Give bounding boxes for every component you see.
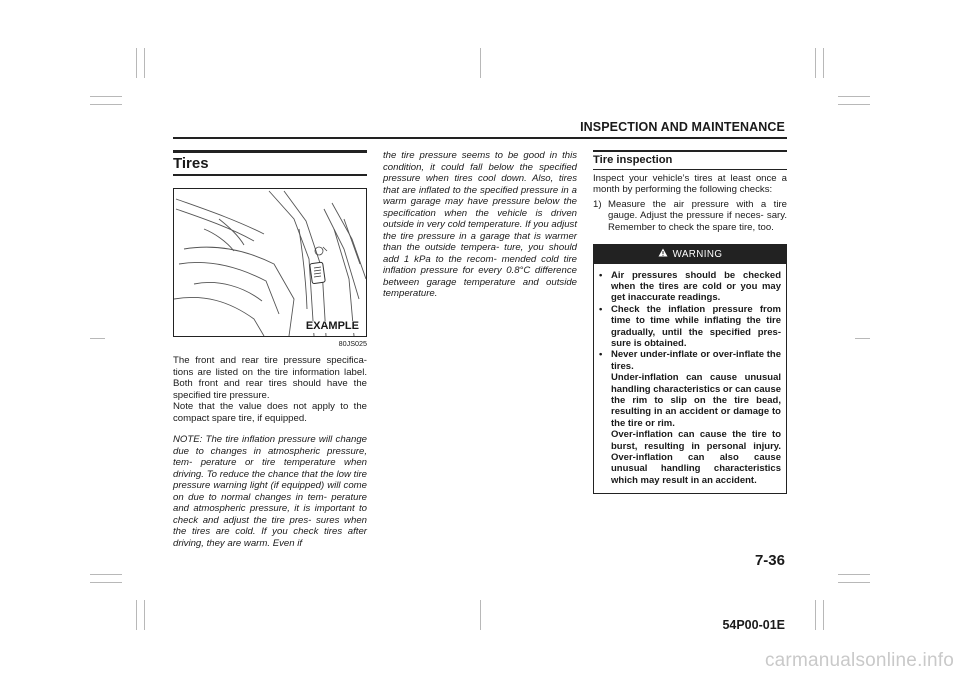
crop-mark xyxy=(144,48,145,78)
crop-mark xyxy=(815,600,816,630)
crop-mark xyxy=(855,338,870,339)
page-header-title: INSPECTION AND MAINTENANCE xyxy=(580,120,785,134)
tire-label-figure xyxy=(173,188,367,337)
warning-header xyxy=(594,245,786,264)
column-right xyxy=(593,150,787,494)
section-title-tires: Tires xyxy=(173,155,209,172)
crop-mark xyxy=(90,338,105,339)
crop-mark xyxy=(144,600,145,630)
crop-mark xyxy=(823,600,824,630)
column-left xyxy=(173,150,367,549)
list-item-number: 1) xyxy=(593,198,602,210)
section-rule xyxy=(173,174,367,176)
crop-mark xyxy=(90,96,122,97)
watermark-link[interactable]: carmanualsonline.info xyxy=(764,650,954,671)
paragraph: Note that the value does not apply to the compact spare tire, if equipped. xyxy=(173,401,367,424)
bullet-icon: • xyxy=(599,303,603,315)
crop-mark xyxy=(90,582,122,583)
warning-box xyxy=(593,244,787,494)
warning-bullet-text xyxy=(611,349,781,486)
section-rule xyxy=(593,169,787,170)
warning-bullet xyxy=(599,304,781,350)
crop-mark xyxy=(480,600,481,630)
warning-body xyxy=(594,264,786,494)
crop-mark xyxy=(136,48,137,78)
note-continued-text: the tire pressure seems to be good in this condition, it could fall below the specified pressure when tires cool down. Also, tires that are inflated to the specified pressure in a warm garage may have pressure below the specification when the vehicle is driven outside in very cold temperature. If you adjust the tire pressure in a garage that is warmer than the outside tempera- ture, you should add 1 kPa to the recom- mended cold tire inflation pressure for every 0.8°C difference between garage temperature and outside temperature. xyxy=(383,150,577,299)
crop-mark xyxy=(838,96,870,97)
inspection-intro: Inspect your vehicle’s tires at least once a month by performing the following checks: xyxy=(593,172,787,195)
section-title-tire-inspection: Tire inspection xyxy=(593,154,673,166)
figure-code: 80JS025 xyxy=(338,338,367,348)
warning-bullet xyxy=(599,349,781,486)
crop-mark xyxy=(838,104,870,105)
warning-line: Never under-inflate or over-inflate the tires. xyxy=(611,349,781,372)
crop-mark xyxy=(815,48,816,78)
page-number: 7-36 xyxy=(754,552,785,569)
crop-mark xyxy=(838,574,870,575)
figure-label: EXAMPLE xyxy=(305,320,359,332)
crop-mark xyxy=(136,600,137,630)
warning-line: Under-inflation can cause unusual handling characteristics or can cause the rim to slip on the tire bead, resulting in an accident or damage to the tire or rim. xyxy=(611,372,782,429)
warning-line: Over-inflation can cause the tire to burst, resulting in personal injury. Over-inflation can also cause unusual handling characteristics which may result in an accident. xyxy=(611,429,781,486)
bullet-icon: • xyxy=(599,349,603,361)
header-rule xyxy=(173,137,787,139)
note-text: NOTE: The tire inflation pressure will change due to changes in atmospheric pressure, tem- perature or tire temperature when driving. To reduce the chance that the low tire pressure warning light (if equipped) will come on due to normal changes in tem- perature and atmospheric pressure, it is important to check and adjust the tire pres- sures when the tires are cold. If you check tires after driving, they are warm. Even if xyxy=(173,434,367,549)
paragraph: The front and rear tire pressure specifica- tions are listed on the tire information label. Both front and rear tires should have the specified tire pressure. xyxy=(173,355,367,401)
warning-title: WARNING xyxy=(672,249,723,260)
warning-triangle-icon xyxy=(658,248,668,261)
list-item xyxy=(593,199,787,234)
crop-mark xyxy=(838,582,870,583)
crop-mark xyxy=(90,104,122,105)
bullet-icon: • xyxy=(599,269,603,281)
crop-mark xyxy=(90,574,122,575)
warning-bullet-text: Check the inflation pressure from time to time while inflating the tire gradually, until the specified pres- sure is obtained. xyxy=(611,303,781,349)
warning-bullet xyxy=(599,270,781,304)
door-pillar-illustration xyxy=(174,189,366,336)
document-code: 54P00-01E xyxy=(722,618,785,632)
warning-bullet-text: Air pressures should be checked when the tires are cold or you may get inaccurate readings. xyxy=(611,269,781,304)
column-middle xyxy=(383,150,577,300)
list-item-text: Measure the air pressure with a tire gauge. Adjust the pressure if neces- sary. Remember to check the spare tire, too. xyxy=(608,198,787,233)
crop-mark xyxy=(480,48,481,78)
crop-mark xyxy=(823,48,824,78)
